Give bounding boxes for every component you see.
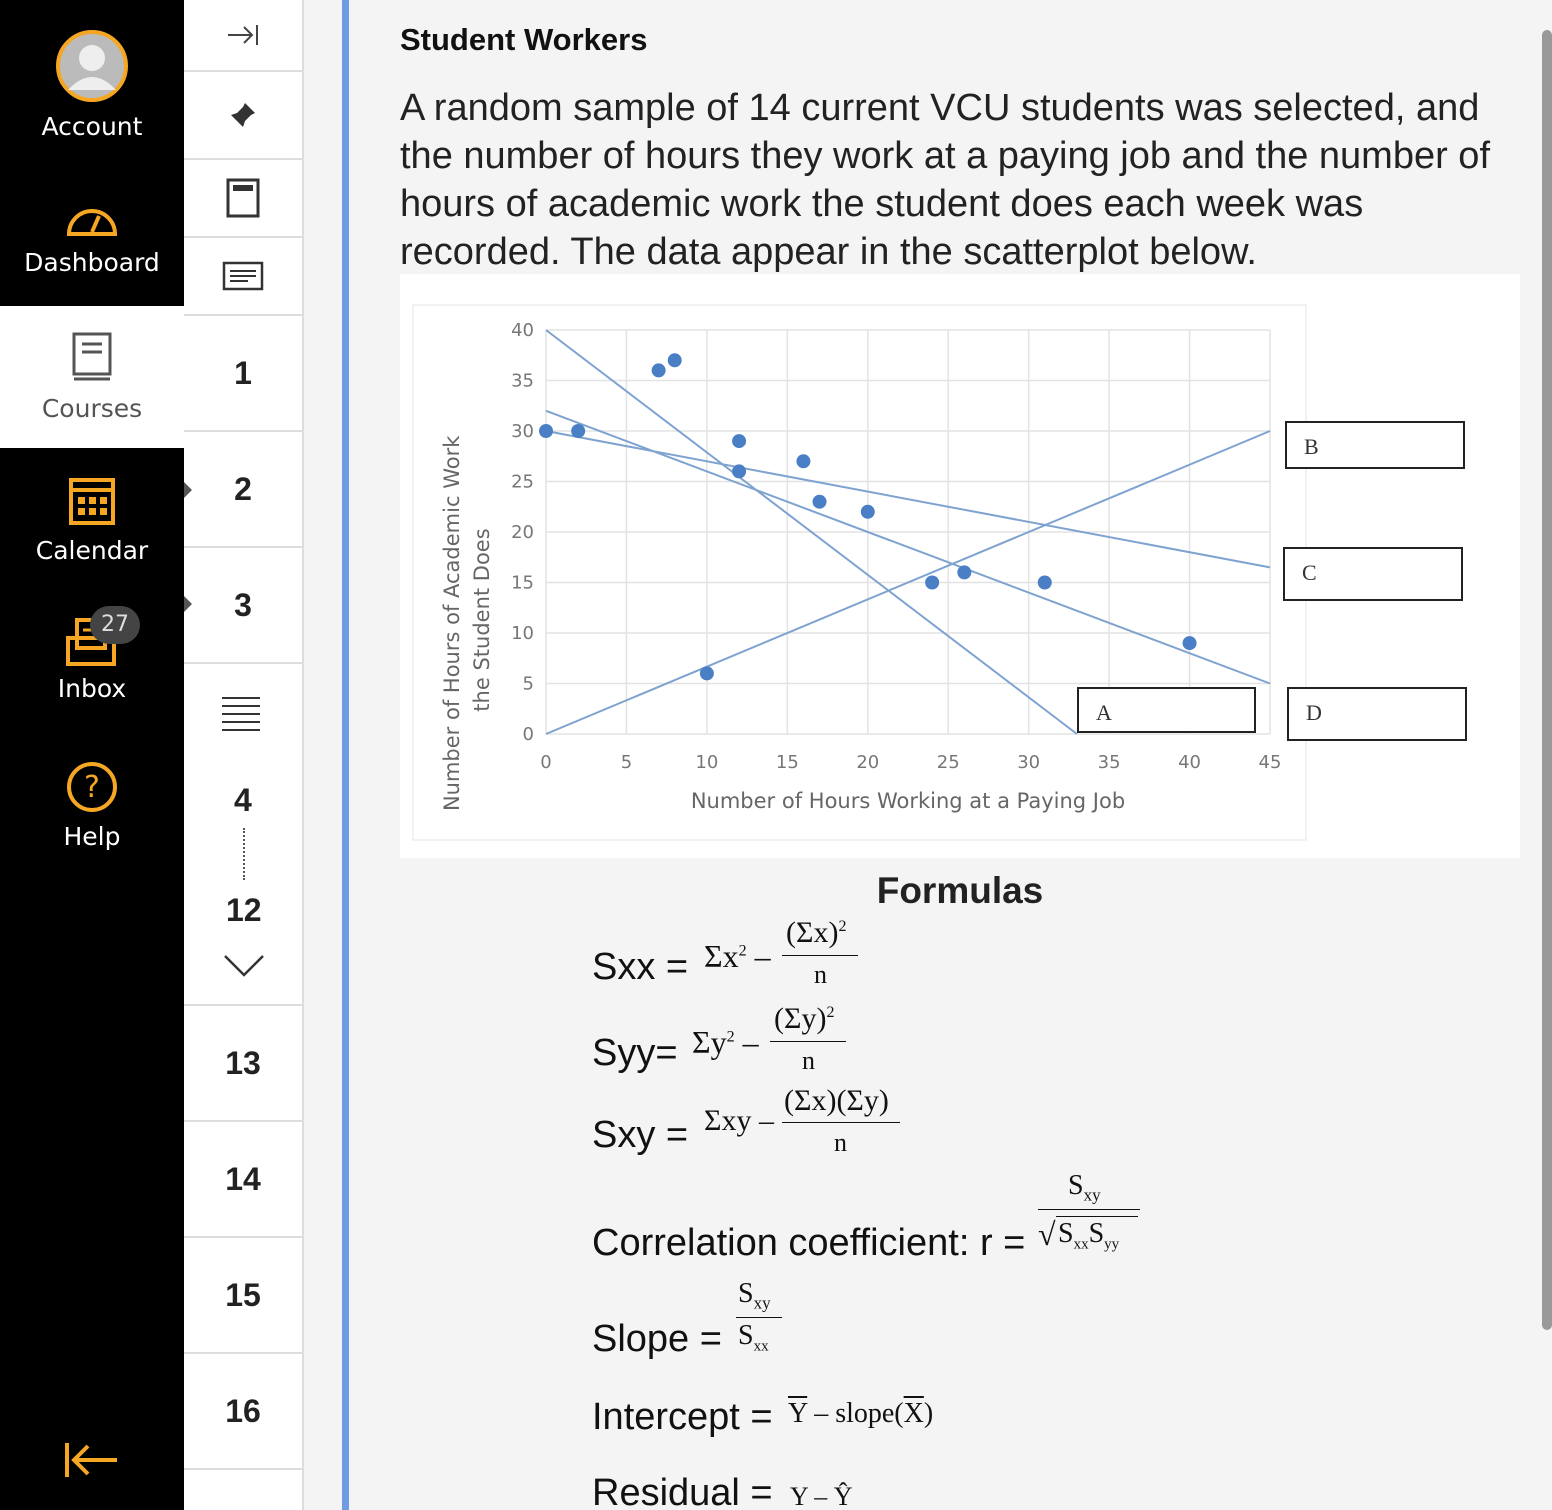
nav-calendar-label: Calendar [35, 536, 149, 565]
data-point [668, 353, 682, 367]
avatar-icon [54, 28, 130, 104]
section-title: Student Workers [400, 22, 648, 57]
collapse-arrow-icon [62, 1440, 120, 1480]
data-point [539, 424, 553, 438]
x-tick-label: 30 [1017, 752, 1041, 773]
formula-sxx-label: Sxx = [592, 946, 689, 988]
list-icon [220, 694, 262, 734]
sxx-numerator: $(\Sigma x)^2$ [786, 916, 847, 949]
content-accent-bar [342, 0, 349, 1510]
sxy-denominator: n [834, 1128, 847, 1157]
scrollbar[interactable] [1542, 30, 1552, 1330]
nav-help-label: Help [63, 822, 121, 851]
question-number: 3 [234, 586, 252, 623]
question-15[interactable] [184, 1238, 302, 1354]
current-marker [184, 596, 192, 612]
y-axis-label: Number of Hours of Academic Work the Student Does [440, 435, 494, 812]
question-range-end: 12 [226, 892, 262, 928]
question-navigator [184, 0, 304, 1510]
question-group-4-12[interactable] [184, 664, 302, 1006]
fraction-bar [770, 1041, 846, 1042]
question-1[interactable] [184, 316, 302, 432]
collapse-nav-button[interactable] [62, 1440, 120, 1485]
formulas-title: Formulas [876, 870, 1044, 911]
help-icon [65, 760, 119, 814]
slope-denominator: $S_{xx}$ [738, 1320, 769, 1355]
x-axis-label: Number of Hours Working at a Paying Job [690, 789, 1126, 813]
formula-syy-label: Syy= [592, 1032, 678, 1074]
formula-slope-label: Slope = [592, 1318, 722, 1360]
nav-account[interactable] [0, 28, 184, 158]
x-tick-label: 45 [1258, 752, 1282, 773]
current-marker [184, 482, 192, 498]
data-point [861, 505, 875, 519]
question-number: 13 [225, 1044, 261, 1081]
y-tick-label: 10 [511, 623, 534, 644]
data-point [1183, 636, 1197, 650]
correlation-denominator: $S_{xx}S_{yy}$ [1058, 1218, 1120, 1253]
nav-calendar[interactable] [0, 474, 184, 574]
sxx-denominator: n [814, 960, 827, 989]
x-tick-label: 20 [856, 752, 880, 773]
nav-dashboard-label: Dashboard [24, 248, 160, 277]
y-tick-label: 30 [511, 421, 534, 442]
chevron-down-icon[interactable] [223, 954, 265, 978]
data-point [796, 454, 810, 468]
syy-expression: $\Sigma y^2$ – [692, 1024, 759, 1060]
sxy-numerator: (Σx)(Σy) [784, 1084, 889, 1117]
syy-denominator: n [802, 1046, 815, 1075]
global-nav [0, 0, 184, 1510]
question-number: 14 [225, 1160, 261, 1197]
residual-expression: Y – Ŷ [790, 1482, 853, 1510]
data-point [925, 576, 939, 590]
fraction-bar [782, 955, 858, 956]
question-content [304, 0, 1552, 1510]
nav-courses[interactable] [0, 306, 184, 448]
question-3[interactable] [184, 548, 302, 664]
pin-icon [229, 101, 257, 129]
nav-help[interactable] [0, 760, 184, 860]
calendar-icon [68, 474, 116, 526]
intercept-expression: $\overline{Y}$ – $slope(\overline{X})$ [788, 1398, 934, 1429]
correlation-numerator: $S_{xy}$ [1068, 1170, 1101, 1205]
courses-icon [70, 332, 114, 382]
x-tick-label: 10 [695, 752, 719, 773]
sxx-expression: $\Sigma x^2$ – [704, 938, 771, 974]
y-tick-label: 15 [511, 572, 534, 594]
answer-box-label: C [1302, 560, 1317, 585]
question-16[interactable] [184, 1354, 302, 1470]
data-point [571, 424, 585, 438]
question-number: 15 [225, 1276, 261, 1313]
nav-inbox-label: Inbox [57, 674, 127, 703]
sqrt-sign: √ [1038, 1216, 1056, 1252]
formula-sxy-label: Sxy = [592, 1114, 689, 1156]
data-point [732, 464, 746, 478]
data-point [732, 434, 746, 448]
dashboard-icon [63, 196, 121, 240]
data-point [700, 666, 714, 680]
answer-box-label: B [1304, 434, 1319, 459]
nav-dashboard[interactable] [0, 196, 184, 296]
x-tick-label: 40 [1178, 752, 1202, 773]
y-tick-label: 5 [522, 673, 534, 695]
inbox-count-badge: 27 [90, 606, 140, 644]
nav-account-label: Account [41, 112, 143, 141]
question-number: 16 [225, 1392, 261, 1429]
y-tick-label: 35 [511, 370, 534, 392]
question-2[interactable] [184, 432, 302, 548]
fraction-bar [782, 1122, 900, 1123]
pin-button[interactable] [184, 72, 302, 160]
sxy-expression: Σxy – [704, 1104, 774, 1137]
y-tick-label: 0 [522, 724, 534, 745]
y-tick-label: 20 [511, 522, 534, 543]
y-tick-label: 25 [511, 471, 534, 493]
formula-correlation-label: Correlation coefficient: r = [592, 1222, 1026, 1264]
answer-box-label: D [1306, 700, 1322, 725]
data-point [813, 495, 827, 509]
x-tick-label: 35 [1097, 752, 1121, 773]
data-point [652, 363, 666, 377]
fraction-bar [736, 1317, 782, 1318]
question-14[interactable] [184, 1122, 302, 1238]
notes-button[interactable] [184, 238, 302, 316]
range-connector [243, 828, 245, 880]
sqrt-bar [1056, 1216, 1138, 1217]
slope-numerator: $S_{xy}$ [738, 1278, 771, 1313]
expand-panel-button[interactable] [184, 0, 302, 72]
formula-intercept-label: Intercept = [592, 1396, 773, 1438]
formula-residual-label: Residual = [592, 1472, 773, 1510]
answer-box-label: A [1096, 700, 1112, 725]
notes-icon [222, 261, 264, 291]
x-tick-label: 25 [936, 752, 960, 773]
y-tick-label: 40 [511, 320, 534, 341]
scatterplot-chart [400, 274, 1520, 858]
calculator-icon [226, 178, 260, 218]
fraction-bar [1038, 1209, 1140, 1210]
syy-numerator: $(\Sigma y)^2$ [774, 1002, 835, 1035]
expand-right-icon [226, 23, 260, 47]
svg-text:?: ? [84, 770, 100, 805]
question-number: 1 [234, 354, 252, 391]
data-point [957, 565, 971, 579]
x-tick-label: 0 [540, 752, 552, 773]
question-intro: A random sample of 14 current VCU students was selected, and the number of hours they work at a paying job and the number of hours of academic work the student does each week was recorded. The data appear in the scatterplot below. [400, 87, 1490, 273]
x-tick-label: 15 [775, 752, 799, 773]
question-range-start: 4 [234, 782, 252, 818]
calculator-button[interactable] [184, 160, 302, 238]
scatterplot-figure [400, 274, 1520, 858]
nav-courses-label: Courses [41, 394, 143, 423]
data-point [1038, 576, 1052, 590]
x-tick-label: 5 [620, 752, 633, 773]
question-number: 2 [234, 470, 252, 507]
question-13[interactable] [184, 1006, 302, 1122]
